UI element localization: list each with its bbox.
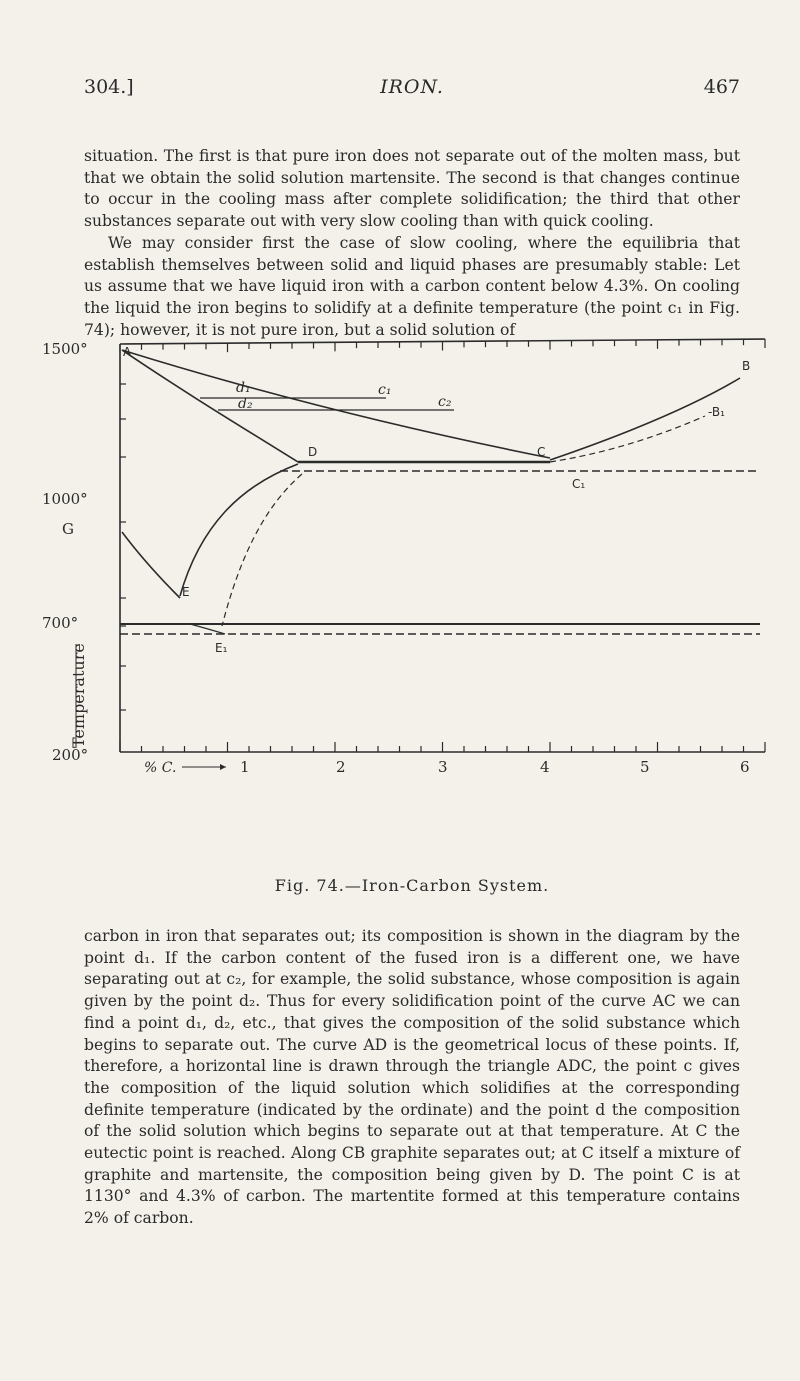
y-tick-1000: 1000° [42,490,88,508]
label-d: D [308,445,318,459]
left-ticks [120,384,126,710]
x-unit-label: % C. [144,760,177,776]
label-c-1: C₁ [572,477,586,491]
curve-ac [122,350,550,458]
page-number: 467 [703,76,740,98]
label-d2: d₂ [238,396,253,412]
curve-c1-e1 [222,474,302,626]
y-tick-200: 200° [52,746,89,764]
bottom-ticks [120,742,765,752]
label-b: B [742,359,751,373]
y-tick-700: 700° [42,614,79,632]
x-tick-4: 4 [540,758,550,776]
paragraph-intro [84,146,740,341]
label-a: A [123,345,132,359]
label-d1: d₁ [236,380,251,396]
paragraph-text: carbon in iron that separates out; its composition is shown in the diagram by the point d₁. If the carbon content of the fused iron is a different one, we have separating out at c₂, for example, the solid substance, whose composition is again given by the point d₂. Thus for every solidification point of the curve AC we can find a point d₁, d₂, etc., that gives the composition of the solid substance which begins to separate out. The curve AD is the geometrical locus of these points. If, therefore, a horizontal line is drawn through the triangle ADC, the point c gives the composition of the liquid solution which solidifies at the corresponding definite temperature (indicated by the ordinate) and the point d the composition of the solid solution which begins to separate out at that temperature. At C the eutectic point is reached. Along CB graphite separates out; at C itself a mixture of graphite and martensite, the composition being given by D. The point C is at 1130° and 4.3% of carbon. The martentite formed at this temperature contains 2% of carbon. [84,927,740,1228]
x-tick-2: 2 [336,758,346,776]
label-c: C [537,445,546,459]
running-head [84,76,740,106]
section-number: 304.] [84,76,134,98]
x-tick-5: 5 [640,758,650,776]
curve-ge [122,532,180,598]
paragraph-text: situation. The first is that pure iron does not separate out of the molten mass, but that we obtain the solid solution martensite. The second is that changes continue to occur in the cooling mass after complete solidification; the third that other substances separate out with very slow cooling than with quick cooling. [84,147,740,231]
side-letter-g: G [62,520,74,538]
figure-caption: Fig. 74.—Iron-Carbon System. [274,876,550,895]
running-title: IRON. [380,76,444,98]
curve-cb1 [550,416,705,462]
x-tick-6: 6 [740,758,750,776]
curve-cb [550,378,740,460]
x-tick-1: 1 [240,758,250,776]
label-c1: c₁ [378,382,392,398]
y-axis-label: Temperature [69,643,88,748]
x-unit-arrowhead [220,764,226,770]
point-labels [123,345,750,655]
curve-e-e1 [190,624,225,634]
label-e1: E₁ [215,641,228,655]
x-tick-labels [240,758,750,776]
y-tick-1500: 1500° [42,340,88,358]
label-e: E [182,585,190,599]
paragraph-text: We may consider first the case of slow cooling, where the equilibria that establish themselves between solid and liquid phases are presumably stable: Let us assume that we have liquid iron with a carbon content below 4.3%. On cooling the liquid the iron begins to solidify at a definite temperature (the point c₁ in Fig. 74); however, it is not pure iron, but a solid solution of [84,233,740,339]
label-c2: c₂ [438,394,452,410]
iron-carbon-diagram [40,336,770,776]
curve-de [180,464,298,596]
curve-ad [122,350,298,462]
label-b1: -B₁ [708,405,725,419]
diagram-svg [40,336,770,776]
x-tick-3: 3 [438,758,448,776]
